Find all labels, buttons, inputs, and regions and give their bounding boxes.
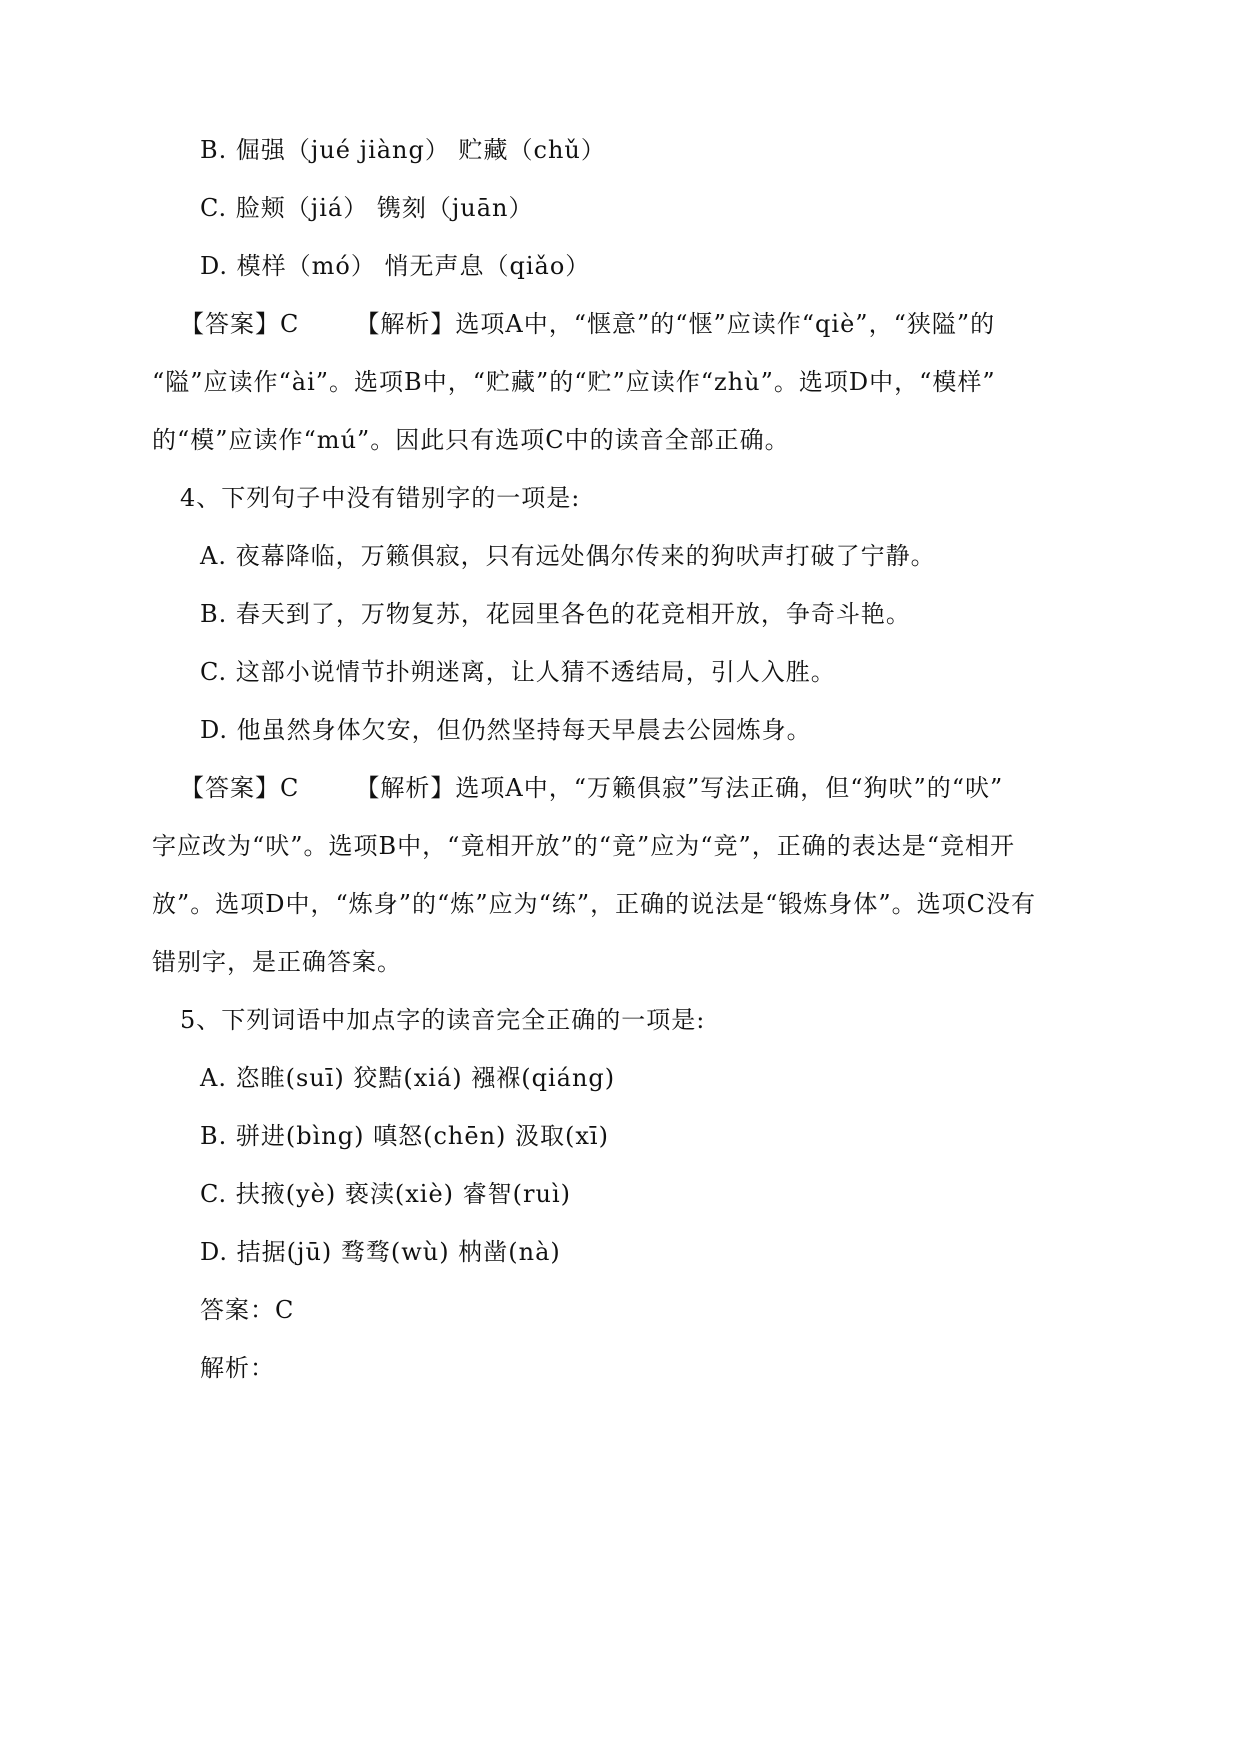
q3-option-d: D. 模样（mó） 悄无声息（qiǎo） (200, 252, 591, 280)
q4-answer-tag: 【答案】C (180, 774, 300, 802)
q5-option-c: C. 扶掖(yè) 亵渎(xiè) 睿智(ruì) (200, 1180, 571, 1208)
q3-answer-line (180, 309, 995, 339)
q3-analysis-line-2: “隘”应读作“ài”。选项B中，“贮藏”的“贮”应读作“zhù”。选项D中，“模样” (152, 368, 996, 396)
q3-answer-tag: 【答案】C (180, 310, 300, 338)
q4-answer-line (180, 773, 1003, 803)
q4-analysis-line-2: 字应改为“吠”。选项B中，“竟相开放”的“竟”应为“竞”，正确的表达是“竞相开 (152, 832, 1016, 860)
q5-option-d: D. 拮据(jū) 骛骛(wù) 枘凿(nà) (200, 1238, 561, 1266)
q4-question: 4、下列句子中没有错别字的一项是: (180, 484, 581, 512)
q4-option-c: C. 这部小说情节扑朔迷离，让人猜不透结局，引人入胜。 (200, 658, 836, 686)
q4-analysis-line-3: 放”。选项D中，“炼身”的“炼”应为“练”，正确的说法是“锻炼身体”。选项C没有 (152, 890, 1037, 918)
q5-option-a: A. 恣睢(suī) 狡黠(xiá) 襁褓(qiáng) (200, 1064, 616, 1092)
q4-analysis-line-4: 错别字，是正确答案。 (152, 948, 402, 976)
q3-analysis-line-1: 选项A中，“惬意”的“惬”应读作“qiè”，“狭隘”的 (455, 310, 996, 338)
q3-option-c: C. 脸颊（jiá） 镌刻（juān） (200, 194, 534, 222)
q4-analysis-line-1: 选项A中，“万籁俱寂”写法正确，但“狗吠”的“吠” (455, 774, 1004, 802)
q4-option-b: B. 春天到了，万物复苏，花园里各色的花竞相开放，争奇斗艳。 (200, 600, 911, 628)
q3-analysis-tag: 【解析】 (355, 310, 456, 338)
q3-analysis-line-3: 的“模”应读作“mú”。因此只有选项C中的读音全部正确。 (152, 426, 790, 454)
q5-answer: 答案：C (200, 1296, 295, 1324)
q4-option-a: A. 夜幕降临，万籁俱寂，只有远处偶尔传来的狗吠声打破了宁静。 (200, 542, 936, 570)
q5-analysis: 解析： (200, 1354, 275, 1382)
q3-option-b: B. 倔强（jué jiàng） 贮藏（chǔ） (200, 136, 606, 164)
q4-option-d: D. 他虽然身体欠安，但仍然坚持每天早晨去公园炼身。 (200, 716, 812, 744)
q5-option-b: B. 骈进(bìng) 嗔怒(chēn) 汲取(xī) (200, 1122, 609, 1150)
q4-analysis-tag: 【解析】 (355, 774, 456, 802)
q5-question: 5、下列词语中加点字的读音完全正确的一项是: (180, 1006, 706, 1034)
